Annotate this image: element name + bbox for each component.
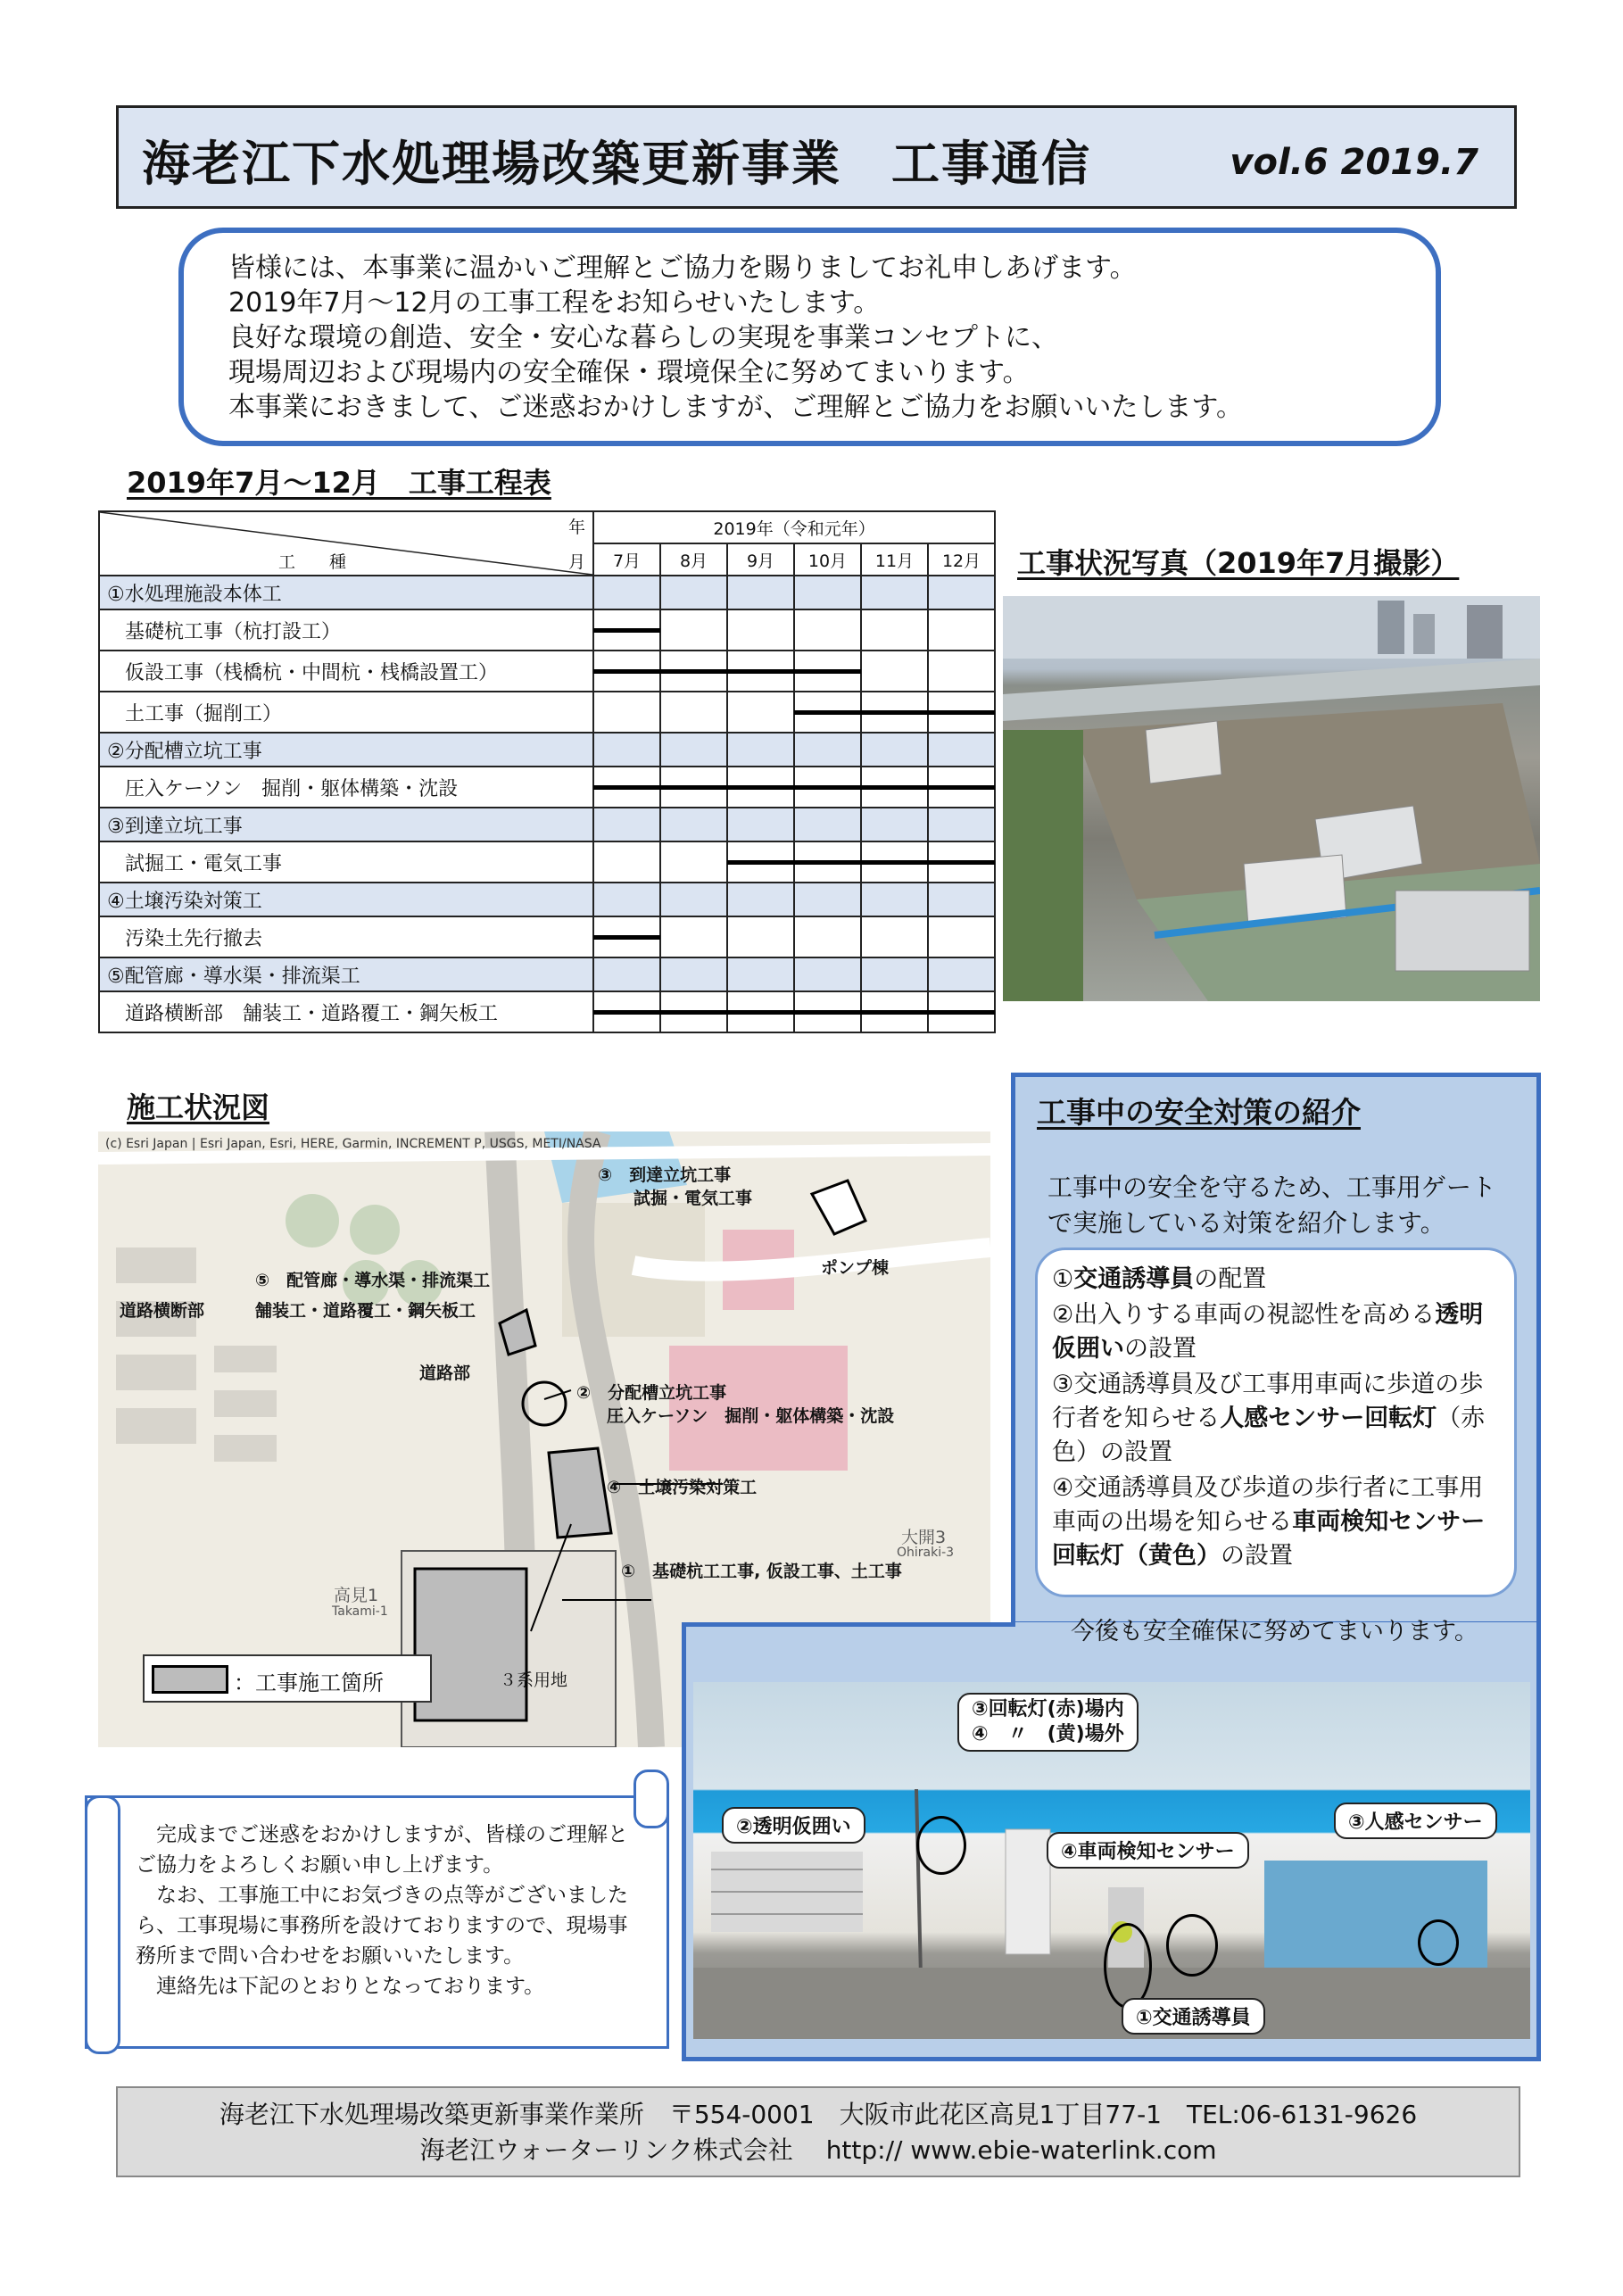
callout-transparent-fence: ②透明仮囲い (722, 1807, 865, 1844)
schedule-cell (794, 692, 861, 733)
schedule-cell (928, 991, 995, 1032)
measure-item: ④交通誘導員及び歩道の歩行者に工事用車両の出場を知らせる車両検知センサー回転灯（黄色）の設置 (1052, 1474, 1486, 1570)
notice-line: なお、工事施工中にお気づきの点等がございましたら、工事現場に事務所を設けておりますので、現場事務所まで問い合わせをお願いいたします。 (136, 1884, 628, 1968)
newsletter-title: 海老江下水処理場改築更新事業 工事通信 (142, 136, 1091, 192)
schedule-item-label: 仮設工事（桟橋杭・中間杭・桟橋設置工） (99, 651, 593, 692)
schedule-cell (861, 609, 928, 651)
schedule-bar (794, 860, 861, 865)
schedule-bar (928, 785, 995, 790)
schedule-cell (928, 957, 995, 991)
schedule-cell (861, 957, 928, 991)
schedule-cell (928, 767, 995, 808)
schedule-row (99, 692, 995, 733)
schedule-cell (727, 883, 794, 916)
schedule-cell (660, 609, 727, 651)
schedule-bar (593, 628, 660, 633)
schedule-bar (593, 669, 660, 674)
measure-item: ①交通誘導員の配置 (1052, 1265, 1267, 1293)
schedule-cell (861, 916, 928, 957)
schedule-cell (727, 733, 794, 767)
schedule-cell (928, 692, 995, 733)
corner-year-label: 年 (567, 518, 585, 537)
schedule-bar (794, 710, 861, 715)
ring-guard (1104, 1923, 1152, 2009)
safety-intro: 工事中の安全を守るため、工事用ゲートで実施している対策を紹介します。 (1047, 1173, 1496, 1238)
schedule-cell (861, 991, 928, 1032)
schedule-cell (593, 692, 660, 733)
schedule-category-row (99, 883, 995, 916)
schedule-cell (794, 733, 861, 767)
month-header: 9月 (727, 543, 794, 576)
schedule-bar (794, 669, 861, 674)
schedule-cell (660, 957, 727, 991)
schedule-cell (861, 808, 928, 841)
label-distribution-shaft-sub: 圧入ケーソン 掘削・躯体構築・沈設 (607, 1406, 895, 1426)
schedule-item-label: ⑤配管廊・導水渠・排流渠工 (99, 957, 593, 991)
schedule-bar (861, 710, 928, 715)
intro-line: 良好な環境の創造、安全・安心な暮らしの実現を事業コンセプトに、 (228, 322, 1058, 353)
schedule-category-row (99, 808, 995, 841)
schedule-cell (727, 916, 794, 957)
schedule-bar (660, 1010, 727, 1015)
schedule-cell (593, 808, 660, 841)
schedule-bar (928, 860, 995, 865)
label-road-crossing-works: 舗装工・道路覆工・鋼矢板工 (255, 1301, 476, 1321)
year-header: 2019年（令和元年） (593, 511, 995, 543)
schedule-item-label: 基礎杭工事（杭打設工） (99, 609, 593, 651)
schedule-row (99, 609, 995, 651)
schedule-bar (660, 785, 727, 790)
schedule-cell (794, 916, 861, 957)
photo-heading: 工事状況写真（2019年7月撮影） (1017, 546, 1460, 580)
corner-item-label: 工 種 (278, 552, 347, 572)
intro-line: 現場周辺および現場内の安全確保・環境保全に努めてまいります。 (228, 357, 1030, 388)
schedule-cell (727, 957, 794, 991)
schedule-item-label: 土工事（掘削工） (99, 692, 593, 733)
schedule-item-label: ②分配槽立坑工事 (99, 733, 593, 767)
schedule-cell (660, 692, 727, 733)
schedule-cell (928, 576, 995, 609)
schedule-cell (727, 692, 794, 733)
issue-volume: vol.6 2019.7 (1230, 142, 1478, 183)
legend-text: ：工事施工箇所 (234, 1670, 384, 1695)
intro-line: 2019年7月～12月の工事工程をお知らせいたします。 (228, 287, 881, 319)
schedule-row (99, 916, 995, 957)
schedule-item-label: 試掘工・電気工事 (99, 841, 593, 883)
notice-line: 連絡先は下記のとおりとなっております。 (136, 1975, 545, 1998)
schedule-cell (593, 767, 660, 808)
schedule-bar (861, 785, 928, 790)
callout-traffic-guard: ①交通誘導員 (1122, 1998, 1265, 2035)
schedule-cell (794, 841, 861, 883)
schedule-bar (861, 1010, 928, 1015)
schedule-bar (727, 860, 794, 865)
label-takami: 高見1 (334, 1586, 379, 1605)
schedule-bar (727, 669, 794, 674)
schedule-item-label: ③到達立坑工事 (99, 808, 593, 841)
schedule-row (99, 767, 995, 808)
schedule-category-row (99, 957, 995, 991)
schedule-bar (727, 1010, 794, 1015)
schedule-cell (660, 576, 727, 609)
construction-photo (1003, 596, 1540, 1001)
ring-lamp (916, 1816, 966, 1875)
schedule-item-label: 道路横断部 舗装工・道路覆工・鋼矢板工 (99, 991, 593, 1032)
schedule-bar (660, 669, 727, 674)
schedule-cell (727, 576, 794, 609)
schedule-bar (928, 710, 995, 715)
safety-closing: 今後も安全確保に努めてまいります。 (1071, 1618, 1478, 1645)
schedule-bar (593, 1010, 660, 1015)
intro-line: 本事業におきまして、ご迷惑おかけしますが、ご理解とご協力をお願いいたします。 (228, 392, 1243, 423)
schedule-cell (593, 651, 660, 692)
schedule-cell (593, 883, 660, 916)
schedule-cell (861, 841, 928, 883)
schedule-cell (928, 733, 995, 767)
schedule-cell (727, 609, 794, 651)
schedule-bar (928, 1010, 995, 1015)
schedule-cell (727, 991, 794, 1032)
schedule-cell (593, 841, 660, 883)
measure-item: ②出入りする車両の視認性を高める透明仮囲いの設置 (1052, 1301, 1484, 1363)
label-ohiraki-en: Ohiraki-3 (897, 1546, 955, 1560)
safety-panel-border (682, 1622, 1015, 1627)
label-arrival-shaft-sub: 試掘・電気工事 (633, 1189, 753, 1208)
schedule-cell (794, 883, 861, 916)
schedule-cell (660, 651, 727, 692)
label-site3: ３系用地 (500, 1670, 568, 1690)
ring-human-sensor (1418, 1919, 1459, 1966)
schedule-row (99, 841, 995, 883)
schedule-item-label: ④土壌汚染対策工 (99, 883, 593, 916)
measure-item: ③交通誘導員及び工事用車両に歩道の歩行者を知らせる人感センサー回転灯（赤色）の設置 (1052, 1371, 1486, 1466)
scroll-curl-left (85, 1795, 120, 2054)
schedule-cell (593, 576, 660, 609)
callout-vehicle-sensor: ④車両検知センサー (1047, 1832, 1249, 1869)
schedule-bar (593, 935, 660, 940)
schedule-cell (593, 916, 660, 957)
label-pump: ポンプ棟 (821, 1258, 890, 1278)
schedule-cell (794, 576, 861, 609)
label-foundation: ① 基礎杭工工事, 仮設工事、土工事 (621, 1562, 902, 1581)
safety-measures-list (1035, 1247, 1517, 1597)
month-header: 8月 (660, 543, 727, 576)
schedule-cell (593, 733, 660, 767)
label-road: 道路部 (419, 1364, 471, 1383)
schedule-cell (593, 609, 660, 651)
schedule-row (99, 651, 995, 692)
schedule-cell (727, 767, 794, 808)
schedule-row (99, 991, 995, 1032)
label-distribution-shaft: ② 分配槽立坑工事 (576, 1383, 727, 1403)
schedule-cell (861, 576, 928, 609)
schedule-cell (861, 767, 928, 808)
schedule-cell (928, 841, 995, 883)
schedule-cell (660, 883, 727, 916)
label-ohiraki: 大開3 (901, 1528, 947, 1547)
label-road-crossing: 道路横断部 (120, 1301, 205, 1321)
schedule-cell (861, 733, 928, 767)
schedule-cell (660, 841, 727, 883)
footer-company: 海老江ウォーターリンク株式会社 http:// www.ebie-waterlink.com (419, 2135, 1217, 2165)
schedule-item-label: 圧入ケーソン 掘削・躯体構築・沈設 (99, 767, 593, 808)
month-header: 12月 (928, 543, 995, 576)
table-corner (99, 511, 593, 576)
schedule-cell (727, 808, 794, 841)
schedule-cell (794, 609, 861, 651)
schedule-category-row (99, 733, 995, 767)
schedule-cell (794, 957, 861, 991)
header-banner (116, 105, 1517, 209)
schedule-cell (660, 733, 727, 767)
schedule-item-label: ①水処理施設本体工 (99, 576, 593, 609)
schedule-heading: 2019年7月～12月 工事工程表 (127, 466, 551, 500)
month-header: 7月 (593, 543, 660, 576)
intro-line: 皆様には、本事業に温かいご理解とご協力を賜りましてお礼申しあげます。 (228, 253, 1137, 284)
notice-line: 完成までご迷惑をおかけしますが、皆様のご理解とご協力をよろしくお願い申し上げます。 (136, 1823, 628, 1877)
corner-month-label: 月 (567, 552, 585, 572)
schedule-cell (727, 651, 794, 692)
schedule-cell (928, 609, 995, 651)
schedule-cell (928, 883, 995, 916)
schedule-cell (794, 808, 861, 841)
footer-address: 海老江下水処理場改築更新事業作業所 〒554-0001 大阪市此花区高見1丁目77-1 TEL:06-6131-9626 (219, 2100, 1418, 2129)
month-header: 11月 (861, 543, 928, 576)
schedule-cell (861, 692, 928, 733)
schedule-bar (794, 1010, 861, 1015)
legend-swatch (152, 1665, 228, 1694)
footer-contact (116, 2086, 1520, 2177)
schedule-cell (593, 957, 660, 991)
map-legend (143, 1654, 432, 1703)
schedule-item-label: 汚染土先行撤去 (99, 916, 593, 957)
schedule-cell (593, 991, 660, 1032)
schedule-bar (727, 785, 794, 790)
callout-rotating-lamp: ③回転灯(赤)場内 ④ 〃 (黄)場外 (957, 1693, 1139, 1752)
schedule-cell (928, 808, 995, 841)
month-header: 10月 (794, 543, 861, 576)
ring-vehicle-sensor (1166, 1914, 1218, 1977)
map-heading: 施工状況図 (127, 1090, 270, 1124)
schedule-cell (928, 916, 995, 957)
photo-illustration (1003, 596, 1540, 1001)
schedule-category-row (99, 576, 995, 609)
schedule-cell (928, 651, 995, 692)
schedule-cell (660, 916, 727, 957)
schedule-bar (593, 785, 660, 790)
map-credit: (c) Esri Japan | Esri Japan, Esri, HERE, Garmin, INCREMENT P, USGS, METI/NASA (105, 1137, 601, 1151)
label-takami-en: Takami-1 (332, 1604, 388, 1619)
safety-heading: 工事中の安全対策の紹介 (1037, 1095, 1361, 1130)
label-piping: ⑤ 配管廊・導水渠・排流渠工 (255, 1271, 491, 1290)
schedule-cell (861, 883, 928, 916)
callout-human-sensor: ③人感センサー (1334, 1803, 1497, 1839)
schedule-cell (794, 767, 861, 808)
label-arrival-shaft: ③ 到達立坑工事 (598, 1165, 732, 1185)
label-soil-measure: ④ 土壌汚染対策工 (607, 1478, 758, 1497)
gate-photo (693, 1682, 1530, 2039)
schedule-cell (794, 991, 861, 1032)
schedule-cell (861, 651, 928, 692)
intro-box (178, 228, 1441, 446)
notice-scroll (85, 1795, 669, 2049)
schedule-cell (794, 651, 861, 692)
schedule-cell (660, 808, 727, 841)
schedule-cell (660, 767, 727, 808)
schedule-table (98, 510, 996, 1033)
schedule-bar (861, 860, 928, 865)
schedule-bar (794, 785, 861, 790)
schedule-cell (660, 991, 727, 1032)
schedule-cell (727, 841, 794, 883)
